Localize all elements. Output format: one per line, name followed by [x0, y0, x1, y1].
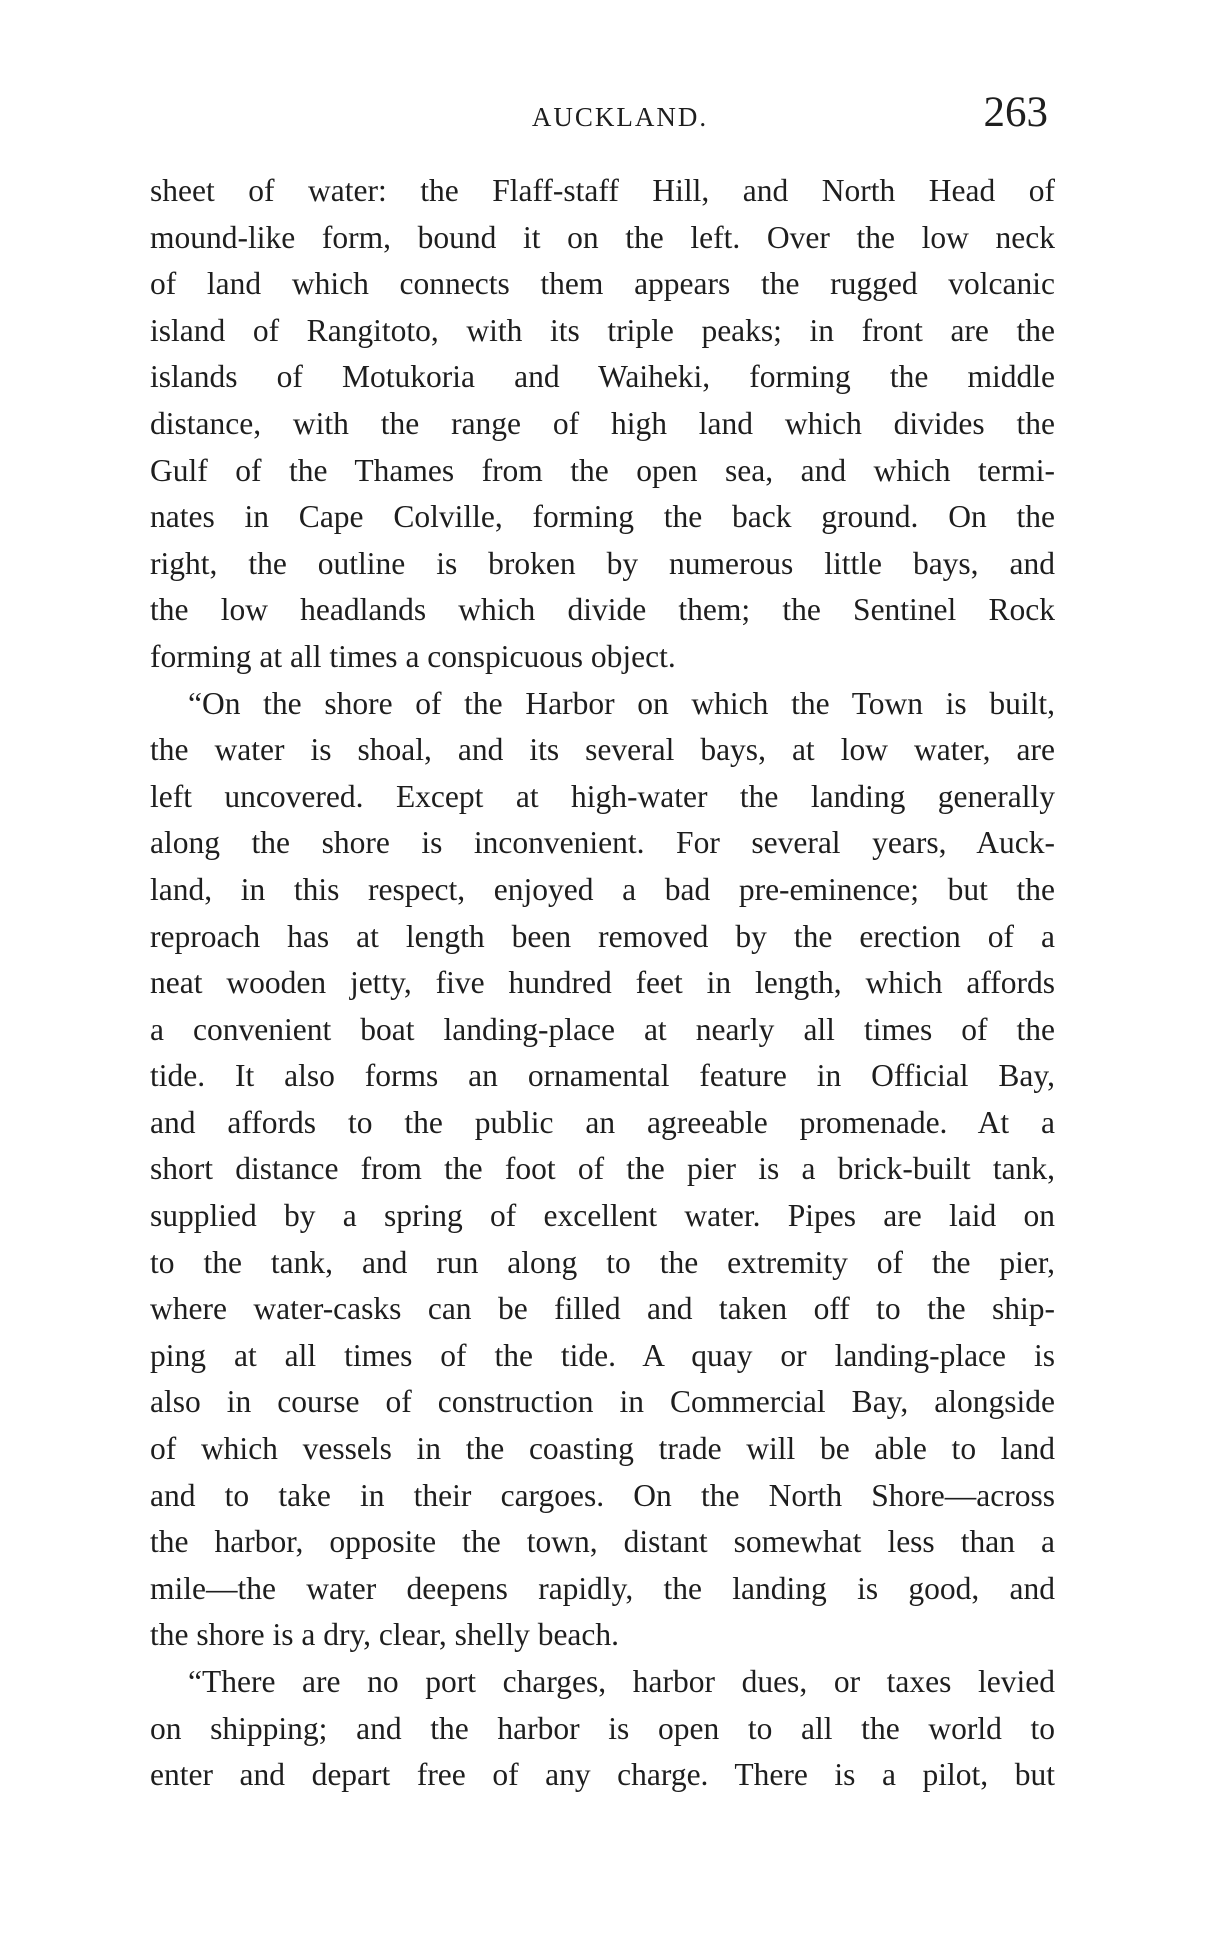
text-line: island of Rangitoto, with its triple peaks; in front are the [150, 312, 1055, 348]
paragraph-end-line: the shore is a dry, clear, shelly beach. [150, 1617, 620, 1653]
text-line: neat wooden jetty, five hundred feet in length, which affords [150, 965, 1055, 1001]
text-line: to the tank, and run along to the extremity of the pier, [150, 1244, 1055, 1280]
text-line: the harbor, opposite the town, distant somewhat less than a [150, 1524, 1055, 1560]
text-line: reproach has at length been removed by the erection of a [150, 918, 1055, 954]
text-line: sheet of water: the Flaff-staff Hill, and North Head of [150, 173, 1055, 208]
text-line: a convenient boat landing-place at nearly all times of the [150, 1011, 1055, 1047]
text-line: ping at all times of the tide. A quay or landing-place is [150, 1337, 1055, 1373]
text-line: islands of Motukoria and Waiheki, forming the middle [150, 359, 1055, 395]
text-line: right, the outline is broken by numerous little bays, and [150, 545, 1055, 581]
paragraph-end-line: forming at all times a conspicuous object. [150, 638, 676, 674]
text-line: the low headlands which divide them; the Sentinel Rock [150, 592, 1055, 628]
text-line: distance, with the range of high land which divides the [150, 405, 1055, 441]
text-line: of land which connects them appears the rugged volcanic [150, 266, 1055, 302]
text-line: tide. It also forms an ornamental feature in Official Bay, [150, 1058, 1055, 1094]
body-text [150, 168, 1055, 1799]
page-number: 263 [983, 89, 1048, 136]
text-line: on shipping; and the harbor is open to all the world to [150, 1710, 1055, 1746]
text-line: mile—the water deepens rapidly, the landing is good, and [150, 1570, 1055, 1606]
page-header [148, 88, 1048, 138]
text-line: along the shore is inconvenient. For several years, Auck- [150, 825, 1055, 861]
text-line: also in course of construction in Commercial Bay, alongside [150, 1384, 1055, 1420]
text-line: of which vessels in the coasting trade will be able to land [150, 1431, 1055, 1467]
text-line: supplied by a spring of excellent water. Pipes are laid on [150, 1198, 1055, 1234]
text-line: land, in this respect, enjoyed a bad pre-eminence; but the [150, 871, 1055, 907]
text-line: mound-like form, bound it on the left. Over the low neck [150, 219, 1055, 255]
text-line: and affords to the public an agreeable promenade. At a [150, 1104, 1055, 1140]
paragraph-start-line: “On the shore of the Harbor on which the Town is built, [188, 685, 1055, 721]
text-line: Gulf of the Thames from the open sea, and which termi- [150, 452, 1055, 488]
running-head: AUCKLAND. [531, 102, 709, 132]
paragraph-start-line: “There are no port charges, harbor dues, or taxes levied [188, 1664, 1055, 1699]
text-line: enter and depart free of any charge. There is a pilot, but [150, 1757, 1055, 1793]
text-line: nates in Cape Colville, forming the back ground. On the [150, 499, 1055, 535]
text-line: the water is shoal, and its several bays, at low water, are [150, 732, 1055, 768]
text-line: and to take in their cargoes. On the North Shore—across [150, 1477, 1055, 1513]
text-line: short distance from the foot of the pier is a brick-built tank, [150, 1151, 1055, 1187]
text-line: left uncovered. Except at high-water the landing generally [150, 778, 1055, 814]
text-line: where water-casks can be filled and taken off to the ship- [150, 1291, 1055, 1327]
